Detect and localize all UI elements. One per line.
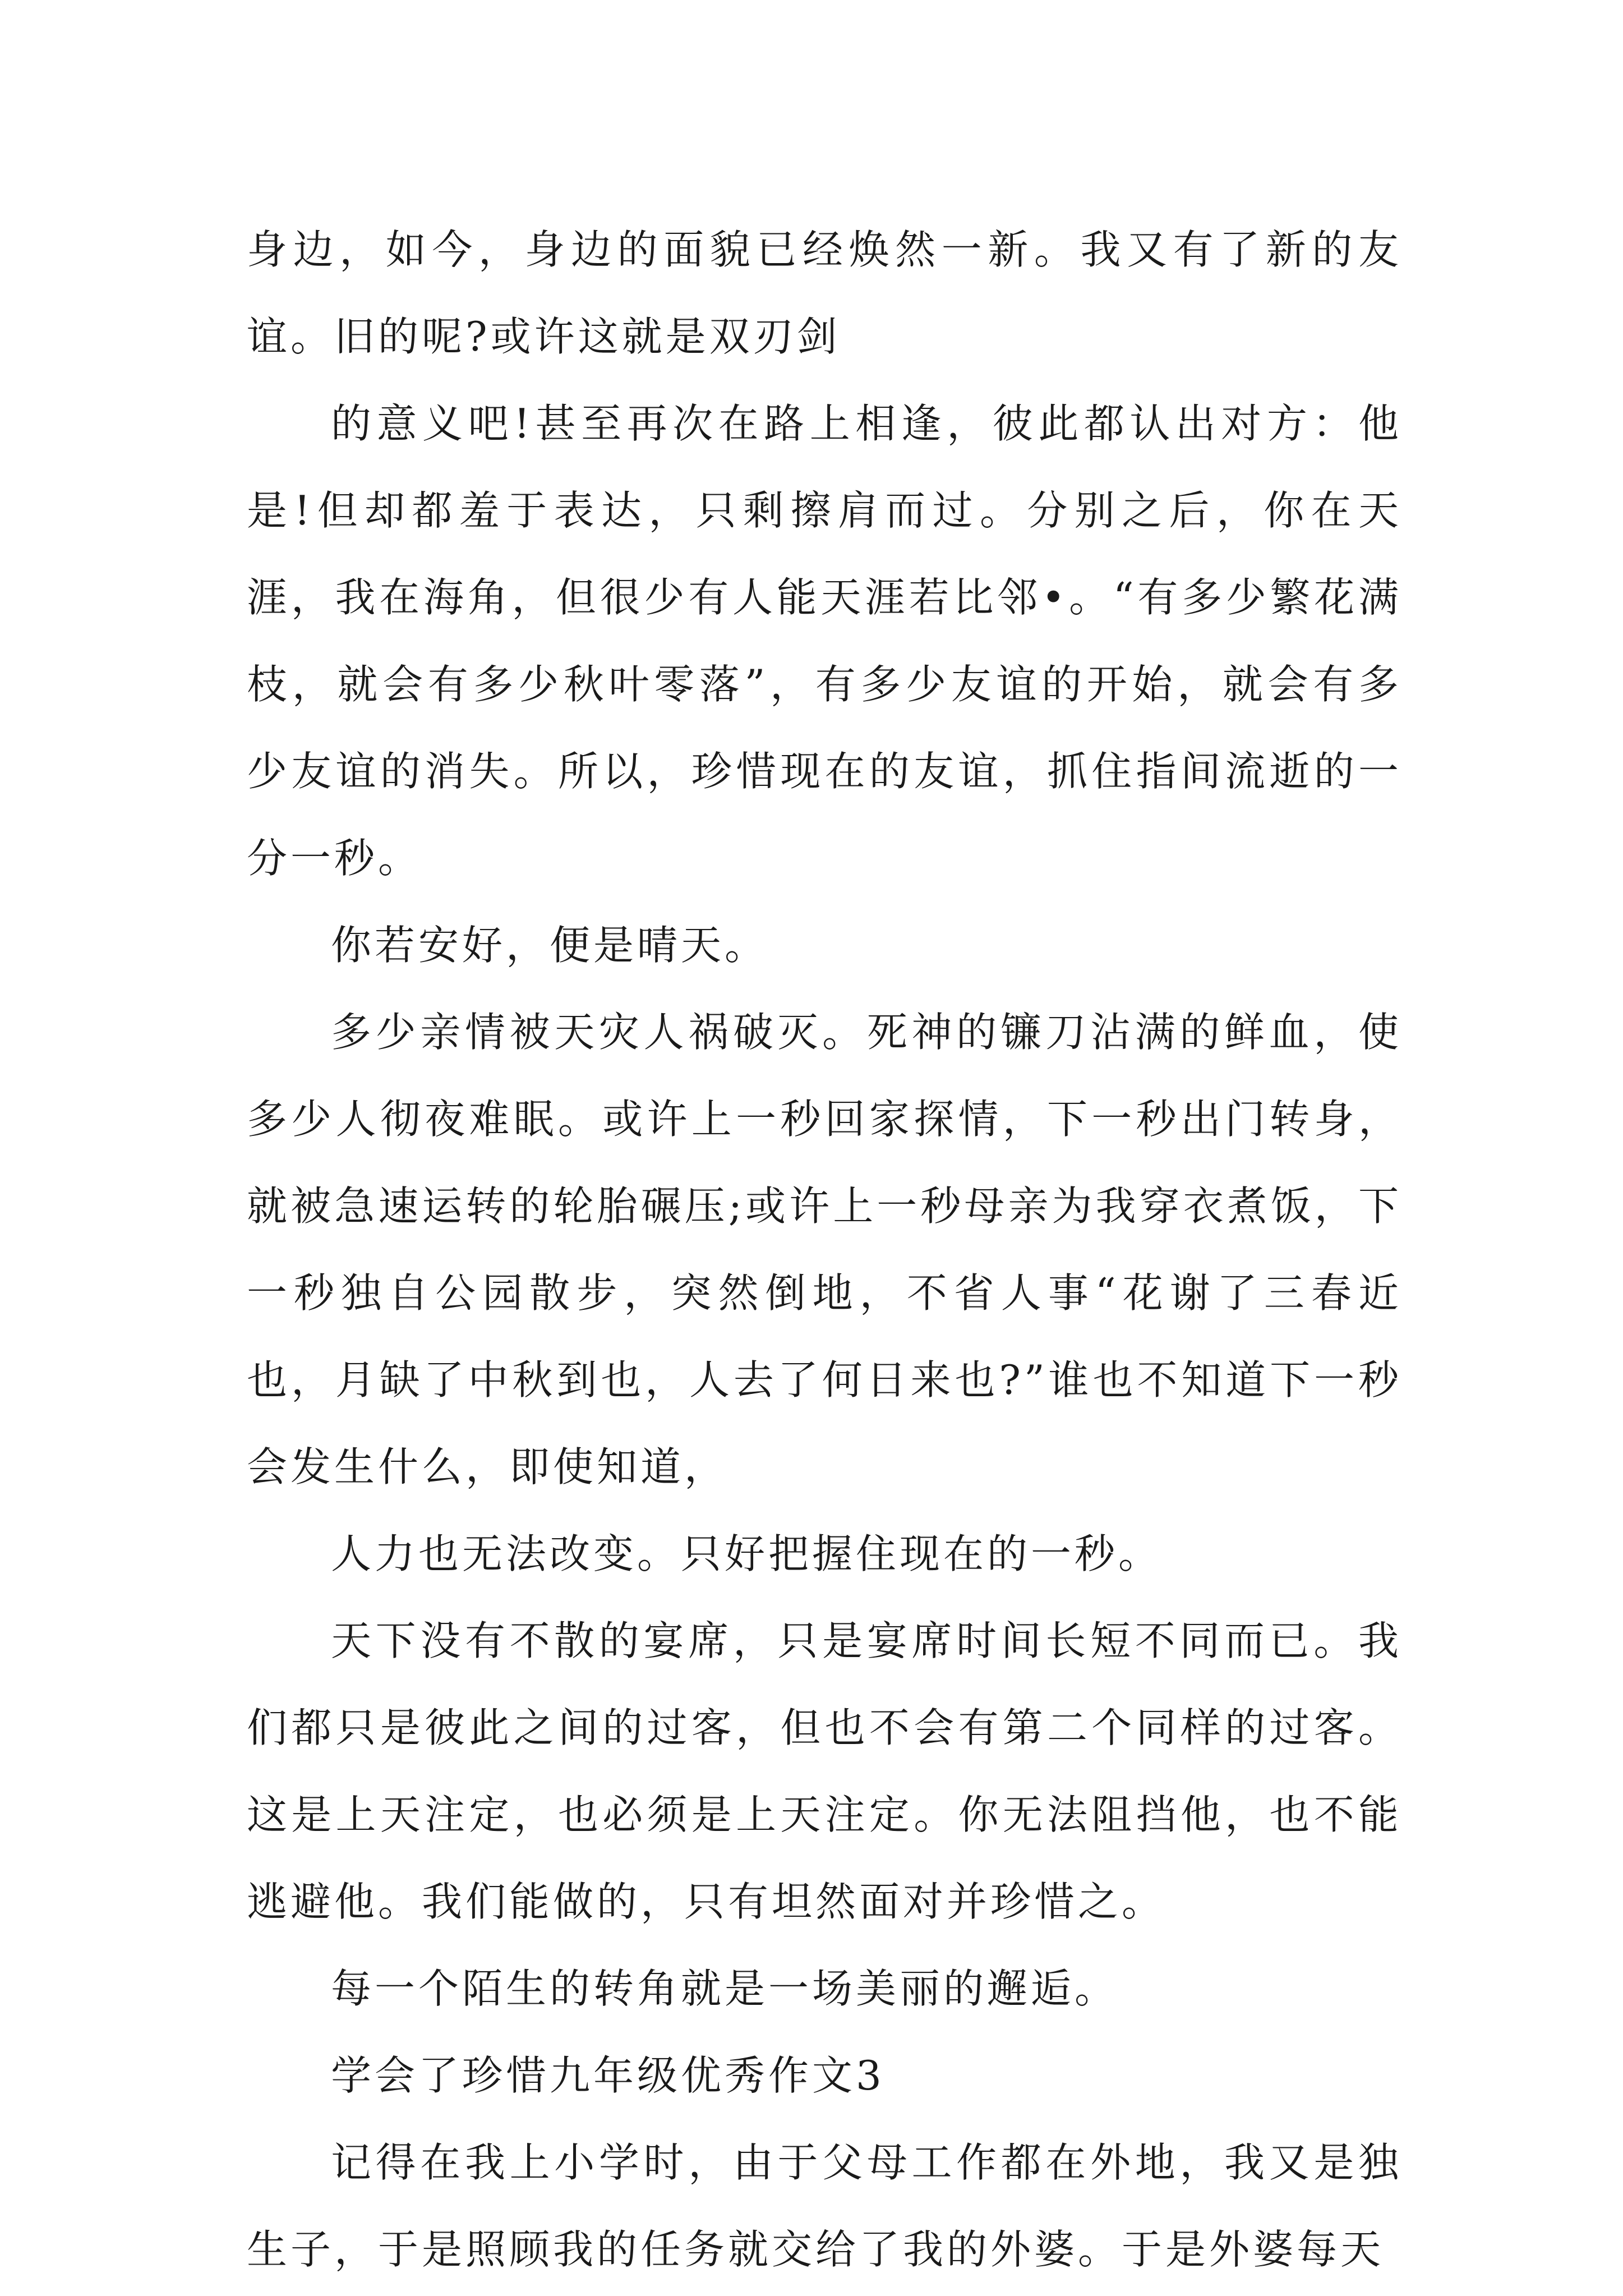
body-text [247,206,1402,2293]
paragraph: 人力也无法改变。只好把握住现在的一秒。 [331,1530,1163,1577]
paragraph: 身边，如今，身边的面貌已经焕然一新。我又有了新的友谊。旧的呢?或许这就是双刃剑 [247,226,1402,360]
paragraph: 的意义吧!甚至再次在路上相逢，彼此都认出对方：他是!但却都羞于表达，只剩擦肩而过。分别之后，你在天涯，我在海角，但很少有人能天涯若比邻•。“有多少繁花满枝，就会有多少秋叶零落”，有多少友谊的开始，就会有多少友谊的消失。所以，珍惜现在的友谊，抓住指间流逝的一分一秒。 [247,400,1402,882]
paragraph: 多少亲情被天灾人祸破灭。死神的镰刀沾满的鲜血，使多少人彻夜难眠。或许上一秒回家探情，下一秒出门转身，就被急速运转的轮胎碾压;或许上一秒母亲为我穿衣煮饭，下一秒独自公园散步，突然倒地，不省人事“花谢了三春近也，月缺了中秋到也，人去了何日来也?”谁也不知道下一秒会发生什么，即使知道， [247,1009,1402,1490]
paragraph: 天下没有不散的宴席，只是宴席时间长短不同而已。我们都只是彼此之间的过客，但也不会有第二个同样的过客。这是上天注定，也必须是上天注定。你无法阻挡他，也不能逃避他。我们能做的，只有坦然面对并珍惜之。 [247,1617,1402,1925]
paragraph: 记得在我上小学时，由于父母工作都在外地，我又是独生子，于是照顾我的任务就交给了我的外婆。于是外婆每天 [247,2139,1402,2273]
paragraph: 你若安好，便是晴天。 [331,922,769,969]
paragraph: 每一个陌生的转角就是一场美丽的邂逅。 [331,1965,1119,2012]
section-heading: 学会了珍惜九年级优秀作文3 [331,2052,885,2099]
